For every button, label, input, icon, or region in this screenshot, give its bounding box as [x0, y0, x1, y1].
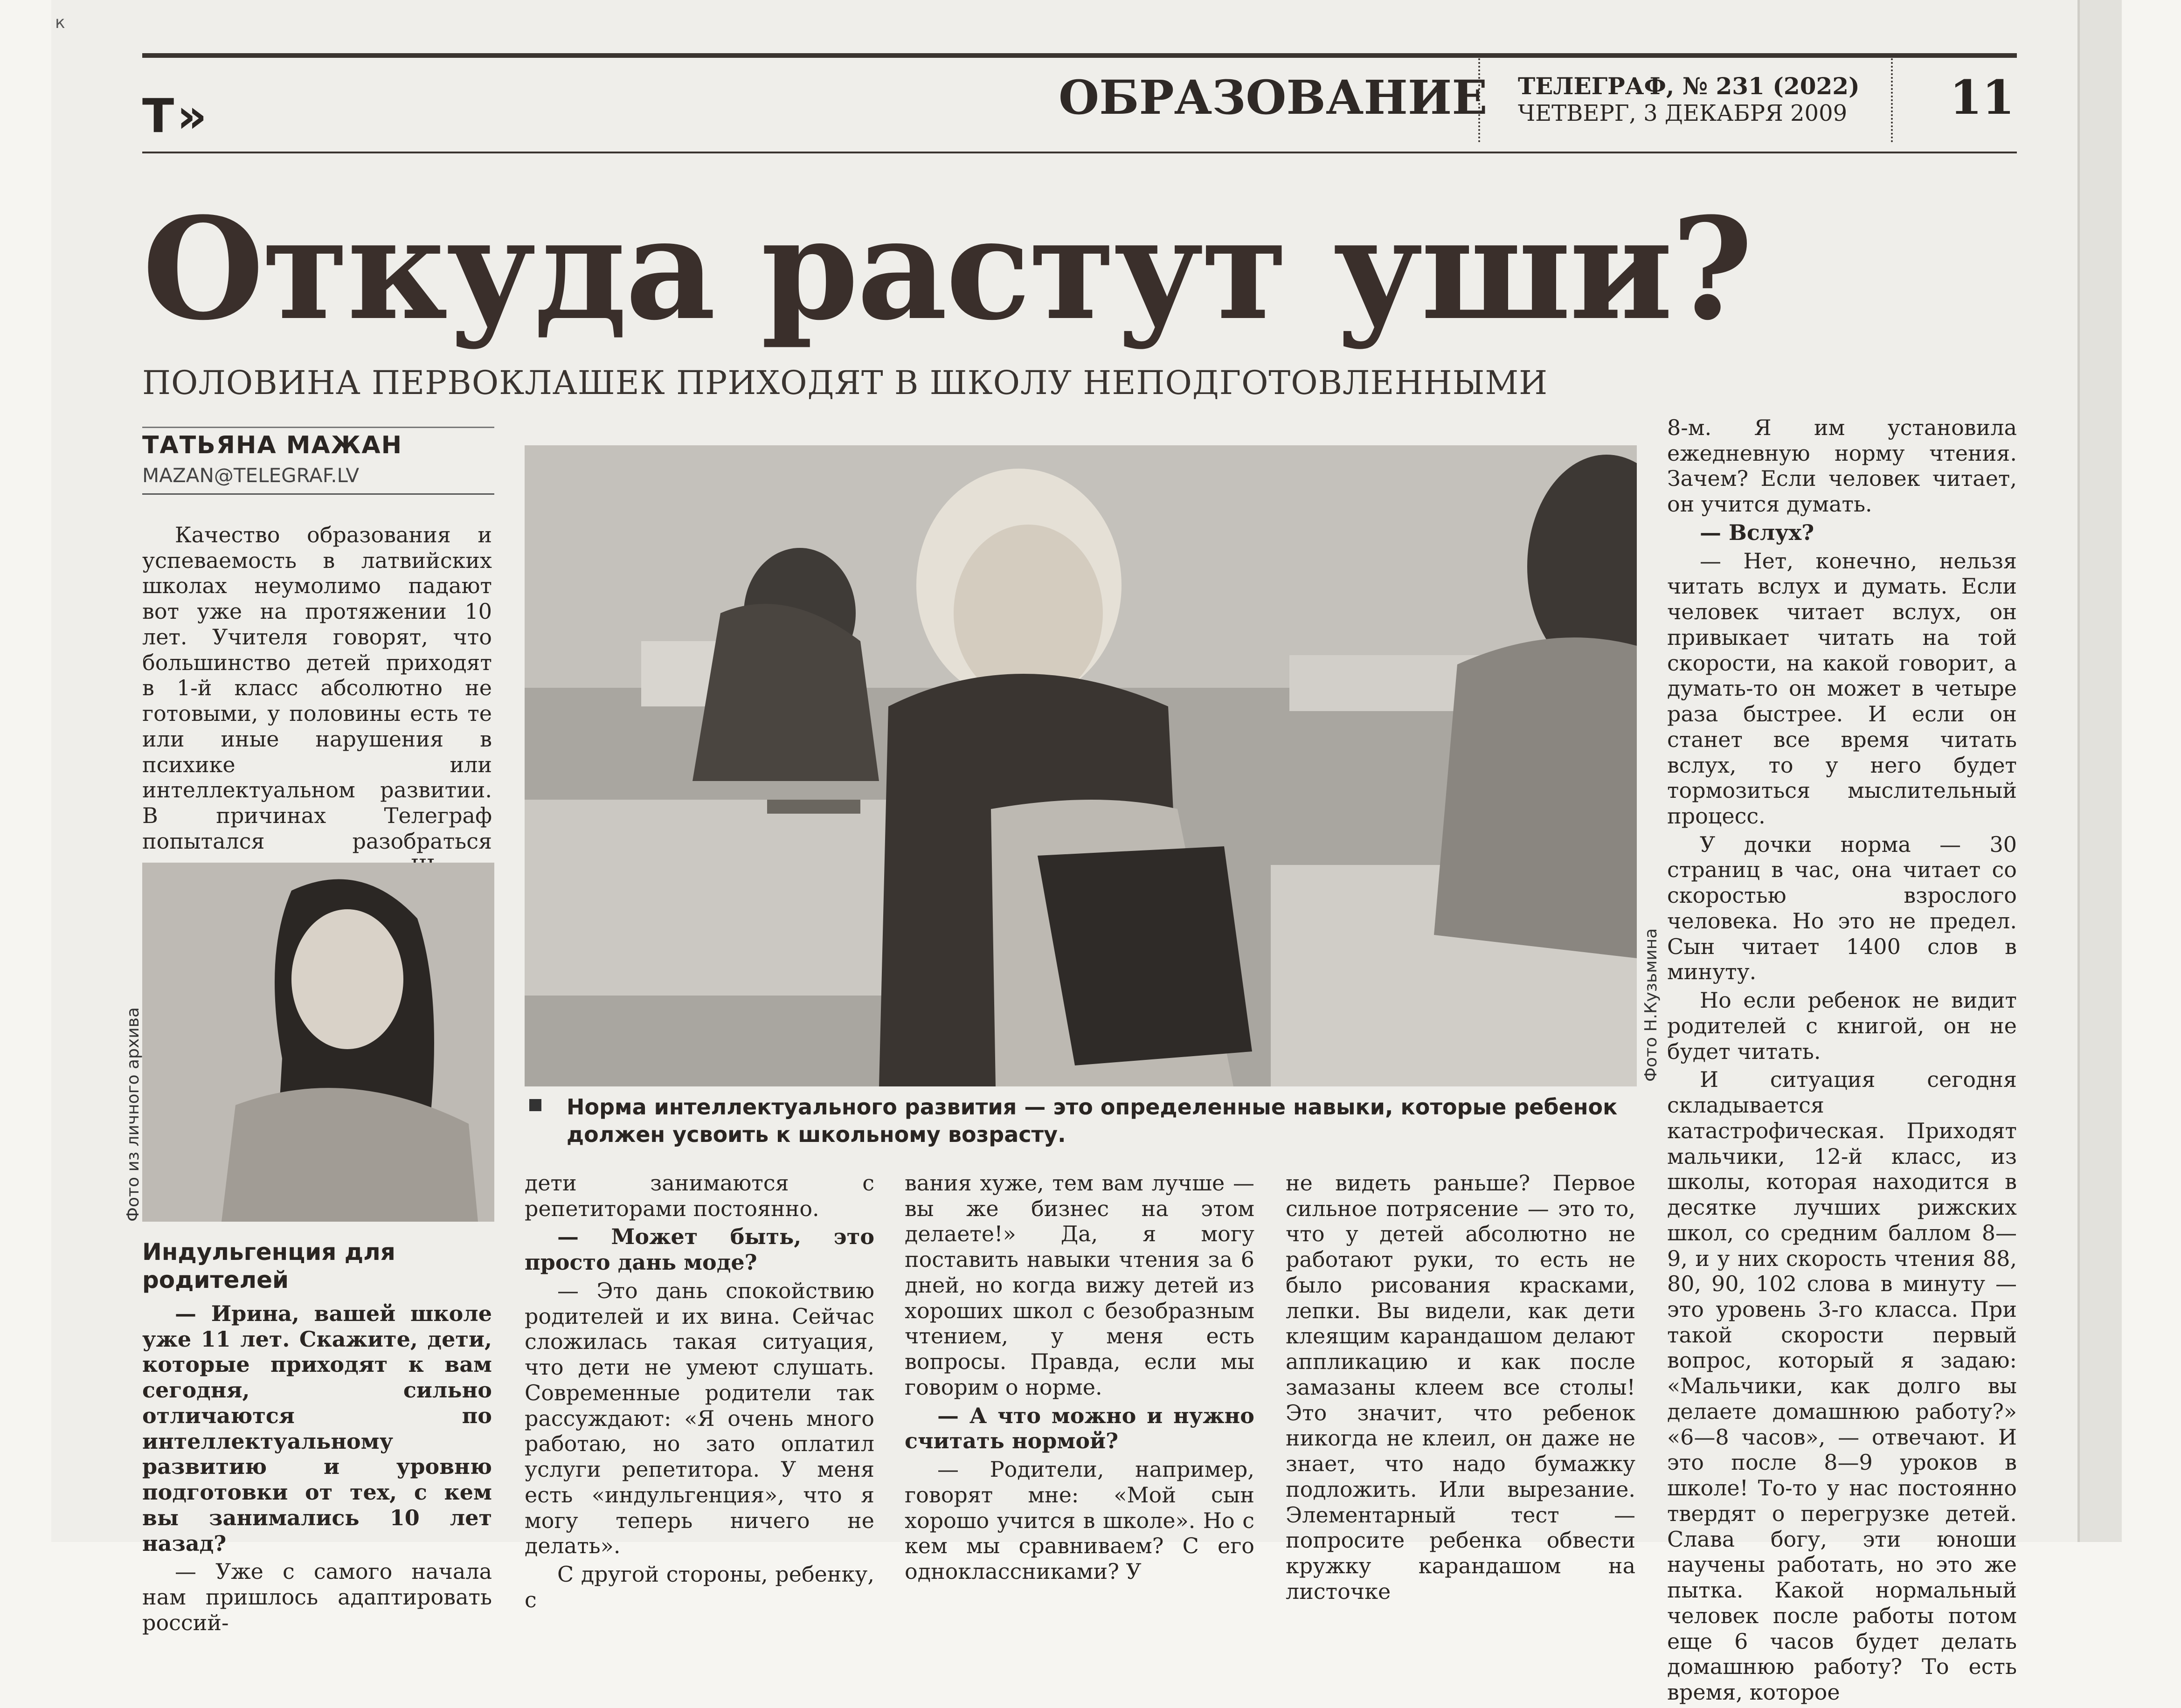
- lead-paragraph: Качество образования и успеваемость в латвийских школах неумолимо падают вот уже на протяжении 10 лет. Учителя говорят, что большинство детей приходят в 1-й класс абсолютно не готовыми, у половины есть те или иные нарушения в психике или интеллектуальном развитии. В причинах Телеграф попытался разобраться: [142, 522, 492, 854]
- page-number: 11: [1949, 70, 2015, 125]
- photo-credit: Фото Н.Кузьмина: [1641, 928, 1661, 1082]
- photo-caption: [529, 1093, 1676, 1148]
- top-rule: [142, 53, 2017, 58]
- interview-question: — А что можно и нужно считать нормой?: [905, 1403, 1254, 1454]
- column-4: [1286, 1170, 1635, 1607]
- article-subheadline: ПОЛОВИНА ПЕРВОКЛАШЕК ПРИХОДЯТ В ШКОЛУ НЕПОДГОТОВЛЕННЫМИ: [142, 364, 1548, 402]
- issue-date: ЧЕТВЕРГ, 3 ДЕКАБРЯ 2009: [1518, 100, 1848, 126]
- article-subtitle: Индульгенция для родителей: [142, 1238, 395, 1293]
- body-paragraph: У дочки норма — 30 страниц в час, она читает со скоростью взрослого человека. Но это не предел. Сын читает 1400 слов в минуту.: [1667, 831, 2017, 985]
- section-title: ОБРАЗОВАНИЕ: [1059, 70, 1488, 125]
- column-5: [1667, 415, 2017, 1708]
- interview-answer: — Уже с самого начала нам пришлось адаптировать россий-: [142, 1559, 492, 1635]
- classroom-photo-art: [525, 445, 1637, 1086]
- classroom-photo: [525, 445, 1637, 1086]
- body-paragraph: И ситуация сегодня складывается катастрофическая. Приходят мальчики, 12-й класс, из школы, которая находится в десятке лучших рижских школ, со средним баллом 8—9, и у них скорость чтения 88, 80, 90, 102 слова в минуту — это уровень 3-го класса. При такой скорости первый вопрос, который я задаю: «Мальчики, как долго вы делаете домашнюю работу?» «6—8 часов», — отвечают. И это после 8—9 уроков в школе! То-то у нас постоянно твердят о перегрузке детей. Слава богу, эти юноши научены работать, но это же пытка. Какой нормальный человек после работы потом еще 6 часов будет делать домашнюю работу? То есть время, которое: [1667, 1067, 2017, 1705]
- column-2: [525, 1170, 874, 1615]
- scan-corner-mark: к: [55, 13, 65, 32]
- portrait-photo-art: [142, 863, 494, 1222]
- article-headline: Откуда растут уши?: [142, 187, 1752, 351]
- interview-answer: — Родители, например, говорят мне: «Мой сын хорошо учится в школе». Но с кем мы сравниваем? С его одноклассниками? У: [905, 1457, 1254, 1584]
- portrait-photo: [142, 863, 494, 1222]
- column-1: [142, 1301, 492, 1639]
- author-email: MAZAN@TELEGRAF.LV: [142, 464, 360, 487]
- header-divider: [1478, 58, 1480, 142]
- author-name: ТАТЬЯНА МАЖАН: [142, 431, 403, 459]
- caption-bullet: [529, 1099, 541, 1111]
- interview-question: — Вслух?: [1700, 519, 1814, 545]
- telegraf-logo: T»: [142, 89, 210, 143]
- body-paragraph: 8-м. Я им установила ежедневную норму чтения. Зачем? Если человек читает, он учится думать.: [1667, 415, 2017, 517]
- body-paragraph: дети занимаются с репетиторами постоянно.: [525, 1170, 874, 1221]
- interview-question: — Может быть, это просто дань моде?: [525, 1224, 874, 1275]
- interview-answer: — Это дань спокойствию родителей и их вина. Сейчас сложилась такая ситуация, что дети не умеют слушать. Современные родители так рассуждают: «Я очень много работаю, но зато оплатил услуги репетитора. У меня есть «индульгенция», что я могу теперь ничего не делать».: [525, 1278, 874, 1559]
- photo-caption-text: Норма интеллектуального развития — это определенные навыки, которые ребенок должен усвоить к школьному возрасту.: [567, 1094, 1618, 1147]
- interview-question: — Ирина, вашей школе уже 11 лет. Скажите, дети, которые приходят к вам сегодня, сильно отличаются по интеллектуальному развитию и уровню подготовки от тех, с кем вы занимались 10 лет назад?: [142, 1301, 492, 1556]
- byline-rule: [142, 427, 494, 428]
- body-paragraph: не видеть раньше? Первое сильное потрясение — это то, что у детей абсолютно не работают руки, то есть не было рисования красками, лепки. Вы видели, как дети клеящим карандашом делают аппликацию и как после замазаны клеем все столы! Это значит, что ребенок никогда не клеил, он даже не знает, что надо бумажку подложить. Или вырезание. Элементарный тест — попросите ребенка обвести кружку карандашом на листочке: [1286, 1170, 1635, 1604]
- portrait-credit: Фото из личного архива: [124, 1007, 143, 1222]
- byline-rule: [142, 493, 494, 495]
- column-3: [905, 1170, 1254, 1587]
- header-divider: [1891, 58, 1893, 142]
- body-paragraph: Но если ребенок не видит родителей с книгой, он не будет читать.: [1667, 988, 2017, 1064]
- body-paragraph: вания хуже, тем вам лучше — вы же бизнес на этом делаете!» Да, я могу поставить навыки чтения за 6 дней, но когда вижу детей из хороших школ с безобразным чтением, у меня есть вопросы. Правда, если мы говорим о норме.: [905, 1170, 1254, 1400]
- adjacent-page-edge: [2080, 0, 2122, 1542]
- interview-answer: — Нет, конечно, нельзя читать вслух и думать. Если человек читает вслух, он привыкает читать на той скорости, на какой говорит, а думать-то он может в четыре раза быстрее. И если он станет все время читать вслух, то у него будет тормозиться мыслительный процесс.: [1667, 548, 2017, 829]
- body-paragraph: С другой стороны, ребенку, с: [525, 1562, 874, 1612]
- header-rule: [142, 152, 2017, 153]
- issue-number: ТЕЛЕГРАФ, № 231 (2022): [1518, 72, 1860, 100]
